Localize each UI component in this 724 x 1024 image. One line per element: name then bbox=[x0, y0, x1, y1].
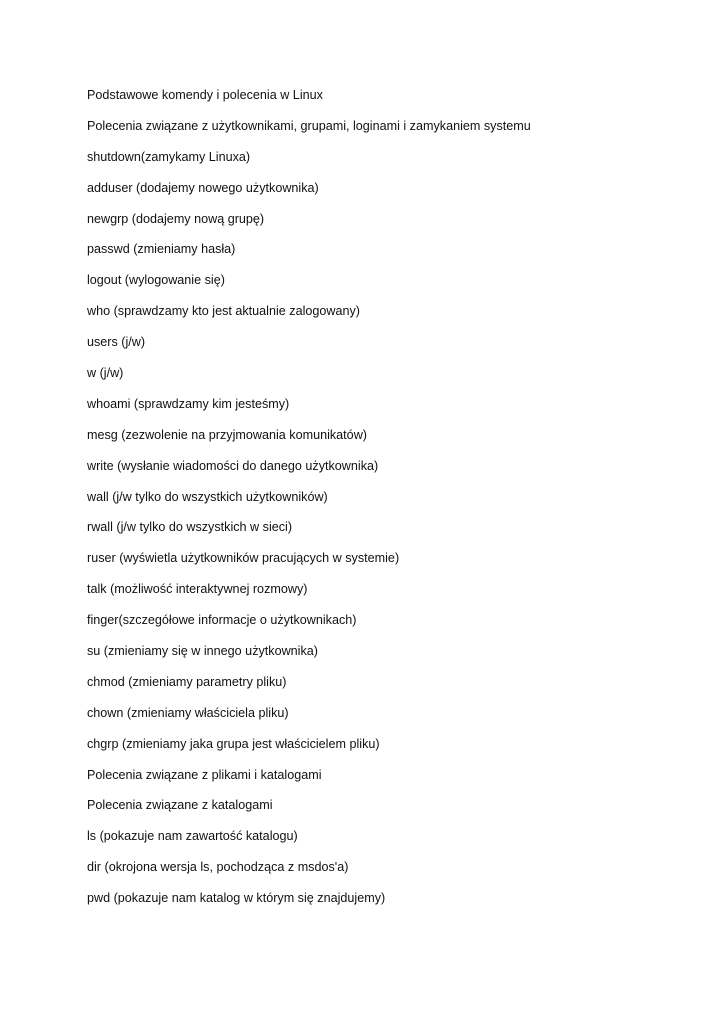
command-line: passwd (zmieniamy hasła) bbox=[87, 242, 236, 256]
section-heading: Polecenia związane z użytkownikami, grupami, loginami i zamykaniem systemu bbox=[87, 119, 531, 133]
command-line: w (j/w) bbox=[87, 366, 124, 380]
command-line: pwd (pokazuje nam katalog w którym się znajdujemy) bbox=[87, 891, 386, 905]
command-line: finger(szczegółowe informacje o użytkownikach) bbox=[87, 613, 357, 627]
command-line: mesg (zezwolenie na przyjmowania komunikatów) bbox=[87, 428, 367, 442]
command-line: ruser (wyświetla użytkowników pracujących w systemie) bbox=[87, 551, 400, 565]
command-line: rwall (j/w tylko do wszystkich w sieci) bbox=[87, 520, 293, 534]
document-title: Podstawowe komendy i polecenia w Linux bbox=[87, 88, 323, 102]
command-line: adduser (dodajemy nowego użytkownika) bbox=[87, 181, 319, 195]
command-line: who (sprawdzamy kto jest aktualnie zalogowany) bbox=[87, 304, 360, 318]
section-heading: Polecenia związane z plikami i katalogami bbox=[87, 768, 322, 782]
command-line: chmod (zmieniamy parametry pliku) bbox=[87, 675, 287, 689]
command-line: chgrp (zmieniamy jaka grupa jest właścicielem pliku) bbox=[87, 737, 380, 751]
command-line: users (j/w) bbox=[87, 335, 146, 349]
command-line: talk (możliwość interaktywnej rozmowy) bbox=[87, 582, 308, 596]
command-line: newgrp (dodajemy nową grupę) bbox=[87, 212, 265, 226]
command-line: wall (j/w tylko do wszystkich użytkowników) bbox=[87, 490, 328, 504]
command-line: write (wysłanie wiadomości do danego użytkownika) bbox=[87, 459, 379, 473]
command-line: whoami (sprawdzamy kim jesteśmy) bbox=[87, 397, 290, 411]
command-line: chown (zmieniamy właściciela pliku) bbox=[87, 706, 289, 720]
command-line: logout (wylogowanie się) bbox=[87, 273, 225, 287]
command-line: dir (okrojona wersja ls, pochodząca z msdos'a) bbox=[87, 860, 349, 874]
command-line: su (zmieniamy się w innego użytkownika) bbox=[87, 644, 318, 658]
command-line: ls (pokazuje nam zawartość katalogu) bbox=[87, 829, 298, 843]
section-heading: Polecenia związane z katalogami bbox=[87, 798, 273, 812]
command-line: shutdown(zamykamy Linuxa) bbox=[87, 150, 251, 164]
